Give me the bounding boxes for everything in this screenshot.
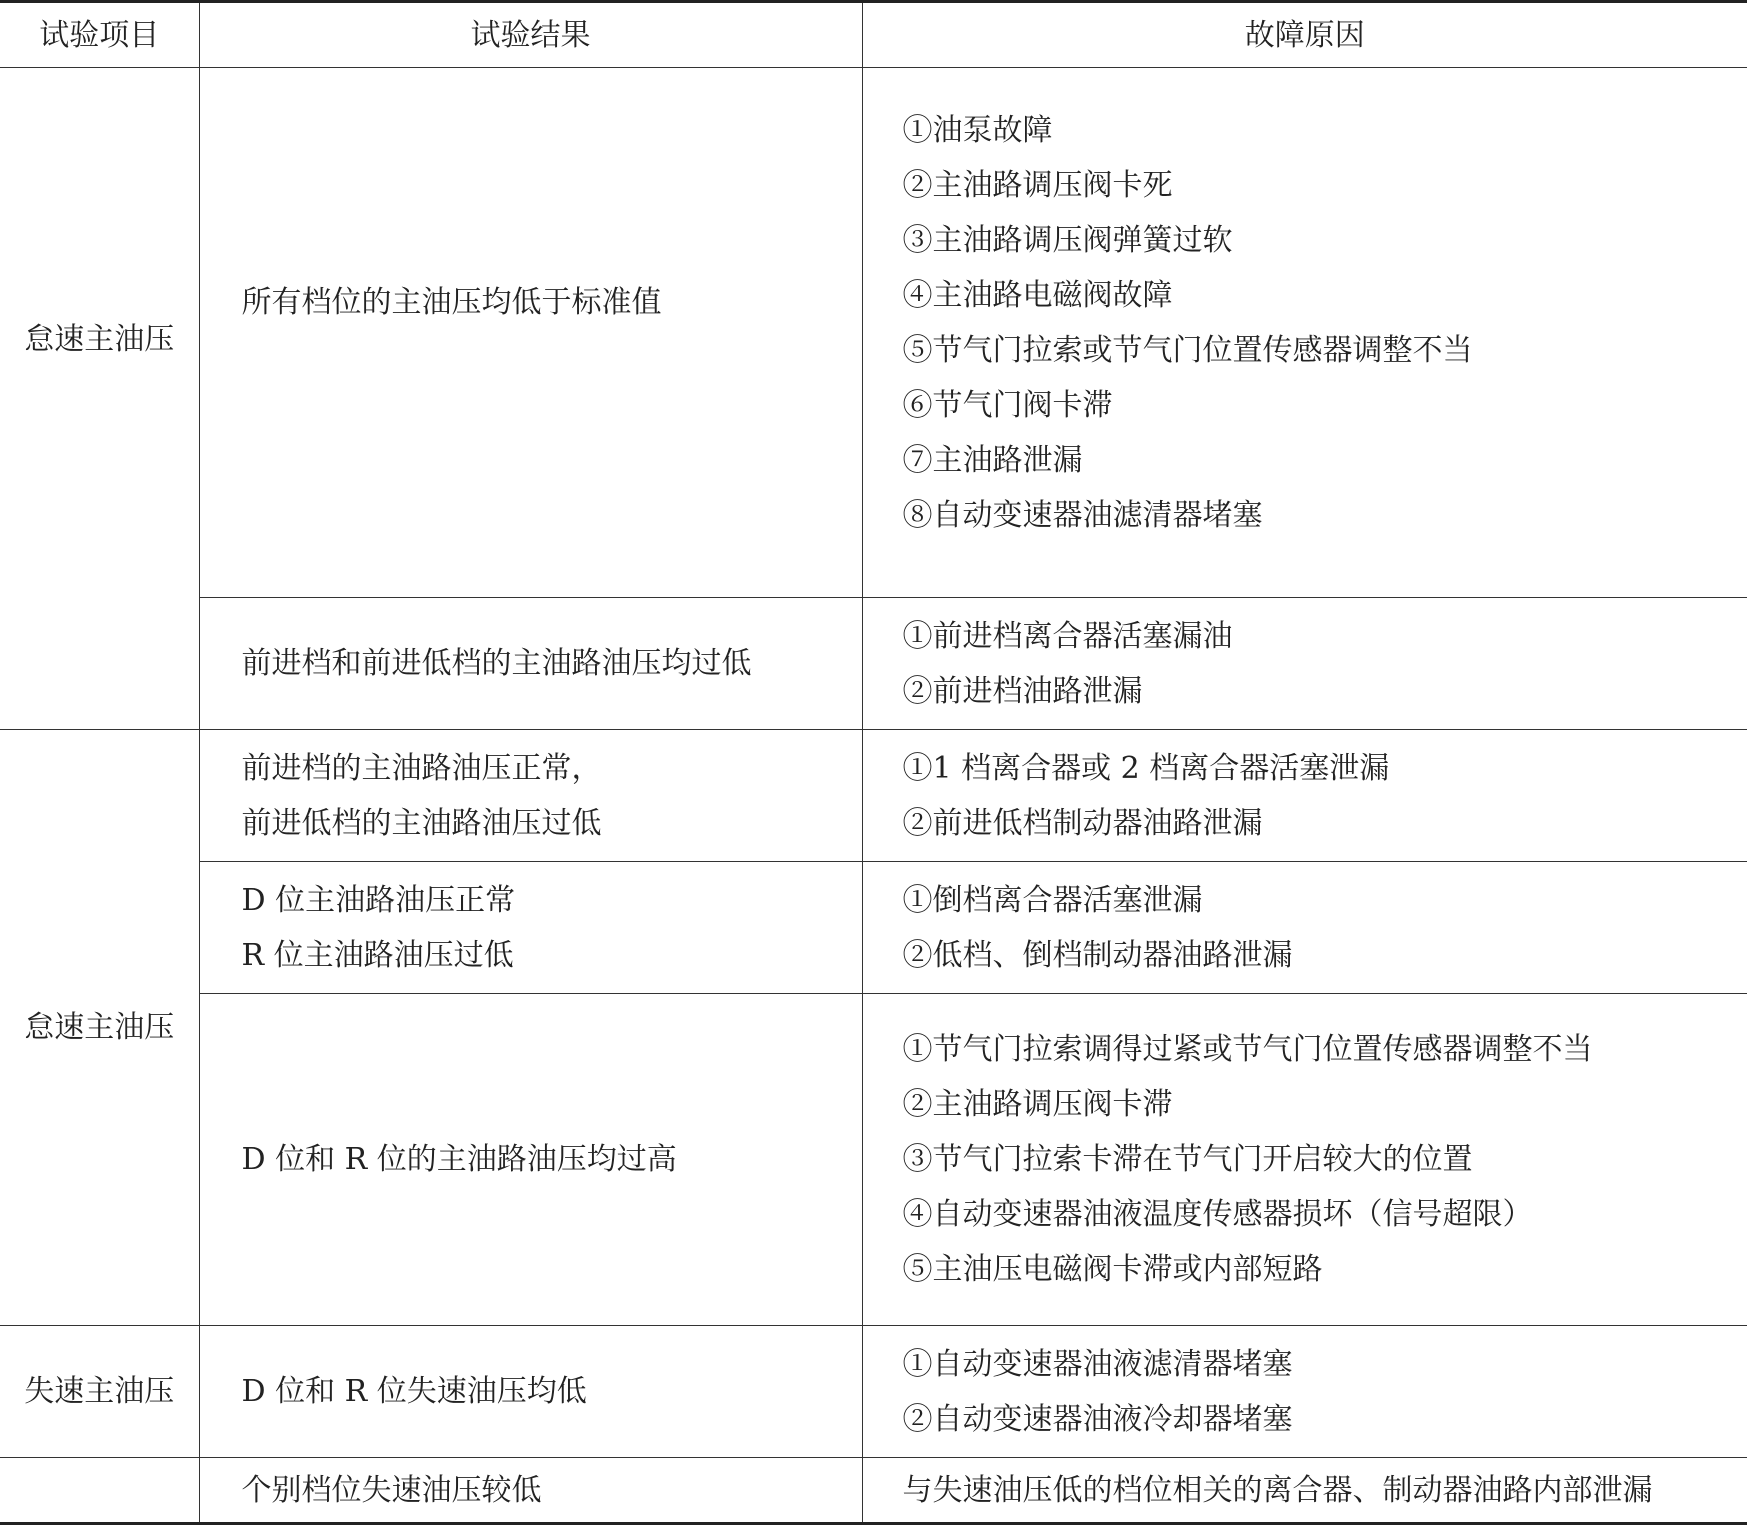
table-row	[0, 862, 1747, 994]
fault-cause-line: ⑤节气门拉索或节气门位置传感器调整不当	[902, 332, 1473, 368]
table-row	[0, 730, 1747, 862]
fault-cause-cell	[862, 1458, 1747, 1524]
fault-cause-cell	[862, 598, 1747, 730]
test-result-line: 个别档位失速油压较低	[241, 1472, 542, 1508]
fault-cause-line: ①倒档离合器活塞泄漏	[902, 882, 1203, 918]
header-test-item: 试验项目	[0, 2, 199, 68]
fault-cause-cell	[862, 1326, 1747, 1458]
test-result-line: D 位和 R 位失速油压均低	[241, 1374, 587, 1409]
test-result-line: 前进档和前进低档的主油路油压均过低	[241, 646, 752, 681]
fault-cause-line: ①油泵故障	[902, 112, 1053, 148]
fault-cause-line: ②前进低档制动器油路泄漏	[902, 805, 1263, 841]
table-row	[0, 68, 1747, 598]
test-item-cell	[0, 1458, 199, 1524]
test-result-cell	[199, 598, 862, 730]
fault-cause-line: ④自动变速器油液温度传感器损坏（信号超限）	[902, 1197, 1533, 1232]
fault-cause-line: ②主油路调压阀卡死	[902, 167, 1173, 203]
header-test-result: 试验结果	[199, 2, 862, 68]
test-result-line: 所有档位的主油压均低于标准值	[241, 285, 662, 320]
fault-cause-line: ⑥节气门阀卡滞	[902, 387, 1113, 423]
fault-cause-line: ①前进档离合器活塞漏油	[902, 618, 1233, 654]
test-result-line: 前进档的主油路油压正常，	[241, 750, 602, 786]
fault-cause-line: ②主油路调压阀卡滞	[902, 1087, 1173, 1122]
test-result-line: D 位主油路油压正常	[241, 882, 516, 918]
test-item-label: 怠速主油压	[24, 1010, 175, 1045]
fault-cause-line: ⑦主油路泄漏	[902, 442, 1083, 478]
test-result-cell	[199, 1326, 862, 1458]
header-row	[0, 2, 1747, 68]
fault-cause-line: ②前进档油路泄漏	[902, 673, 1143, 709]
test-item-cell	[0, 1326, 199, 1458]
fault-cause-cell	[862, 68, 1747, 598]
fault-cause-cell	[862, 730, 1747, 862]
fault-cause-cell	[862, 862, 1747, 994]
fault-cause-line: ②低档、倒档制动器油路泄漏	[902, 937, 1293, 973]
test-result-cell	[199, 994, 862, 1326]
test-item-cell	[0, 730, 199, 1326]
fault-cause-line: ⑤主油压电磁阀卡滞或内部短路	[902, 1252, 1323, 1287]
test-result-line: D 位和 R 位的主油路油压均过高	[241, 1142, 677, 1177]
fault-cause-line: ①自动变速器油液滤清器堵塞	[902, 1346, 1293, 1382]
fault-cause-cell	[862, 994, 1747, 1326]
fault-cause-line: ③节气门拉索卡滞在节气门开启较大的位置	[902, 1142, 1473, 1177]
fault-cause-line: ①1 档离合器或 2 档离合器活塞泄漏	[902, 750, 1390, 786]
fault-cause-line: ④主油路电磁阀故障	[902, 277, 1173, 313]
test-item-label: 失速主油压	[24, 1374, 175, 1409]
fault-cause-line: ②自动变速器油液冷却器堵塞	[902, 1401, 1293, 1437]
test-result-cell	[199, 730, 862, 862]
table-row	[0, 1458, 1747, 1524]
test-result-line: 前进低档的主油路油压过低	[241, 805, 602, 841]
test-result-cell	[199, 1458, 862, 1524]
fault-cause-line: ①节气门拉索调得过紧或节气门位置传感器调整不当	[902, 1032, 1593, 1067]
test-result-cell	[199, 68, 862, 598]
header-fault-cause: 故障原因	[862, 2, 1747, 68]
fault-cause-line: 与失速油压低的档位相关的离合器、制动器油路内部泄漏	[902, 1472, 1653, 1508]
table-row	[0, 994, 1747, 1326]
table-row	[0, 598, 1747, 730]
test-result-cell	[199, 862, 862, 994]
fault-cause-line: ③主油路调压阀弹簧过软	[902, 222, 1233, 258]
test-item-cell	[0, 68, 199, 730]
table-row	[0, 1326, 1747, 1458]
fault-cause-line: ⑧自动变速器油滤清器堵塞	[902, 497, 1263, 533]
test-item-label: 怠速主油压	[24, 322, 175, 357]
test-result-line: R 位主油路油压过低	[241, 937, 514, 973]
